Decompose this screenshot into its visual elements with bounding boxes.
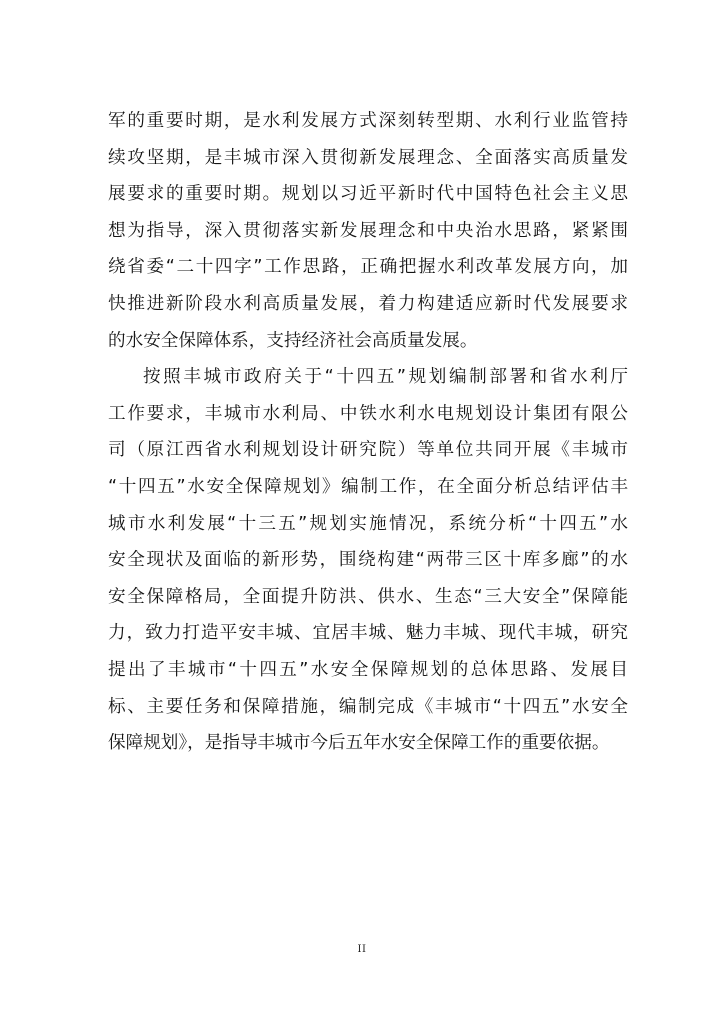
paragraph-2-line-2: 工作要求，丰城市水利局、中铁水利水电规划设计集团有限公: [108, 403, 628, 424]
paragraph-2-line-5: 城市水利发展“十三五”规划实施情况，系统分析“十四五”水: [108, 513, 628, 534]
paragraph-2-line-3: 司（原江西省水利规划设计研究院）等单位共同开展《丰城市: [108, 440, 628, 461]
paragraph-2-line-6: 安全现状及面临的新形势，围绕构建“两带三区十库多廊”的水: [108, 550, 628, 571]
paragraph-2-line-1: 按照丰城市政府关于“十四五”规划编制部署和省水利厅: [143, 367, 628, 388]
paragraph-1-line-5: 绕省委“二十四字”工作思路，正确把握水利改革发展方向，加: [108, 257, 628, 278]
paragraph-2-line-8: 力，致力打造平安丰城、宜居丰城、魅力丰城、现代丰城，研究: [108, 623, 628, 644]
paragraph-1-line-6: 快推进新阶段水利高质量发展，着力构建适应新时代发展要求: [108, 293, 628, 314]
paragraph-2-line-4: “十四五”水安全保障规划》编制工作，在全面分析总结评估丰: [108, 476, 628, 497]
paragraph-1-line-3: 展要求的重要时期。规划以习近平新时代中国特色社会主义思: [108, 184, 628, 205]
paragraph-2-line-7: 安全保障格局，全面提升防洪、供水、生态“三大安全”保障能: [108, 586, 628, 607]
paragraph-1-line-7: 的水安全保障体系，支持经济社会高质量发展。: [108, 330, 478, 351]
page-number: II: [357, 944, 367, 955]
paragraph-2-line-10: 标、主要任务和保障措施，编制完成《丰城市“十四五”水安全: [108, 696, 628, 717]
paragraph-2-line-9: 提出了丰城市“十四五”水安全保障规划的总体思路、发展目: [108, 659, 628, 680]
paragraph-1-line-1: 军的重要时期，是水利发展方式深刻转型期、水利行业监管持: [108, 111, 628, 131]
paragraph-1-line-2: 续攻坚期，是丰城市深入贯彻新发展理念、全面落实高质量发: [108, 147, 628, 168]
paragraph-2-line-11: 保障规划》，是指导丰城市今后五年水安全保障工作的重要依据。: [108, 733, 610, 754]
paragraph-1-line-4: 想为指导，深入贯彻落实新发展理念和中央治水思路，紧紧围: [108, 220, 628, 241]
body-text: [108, 103, 628, 762]
